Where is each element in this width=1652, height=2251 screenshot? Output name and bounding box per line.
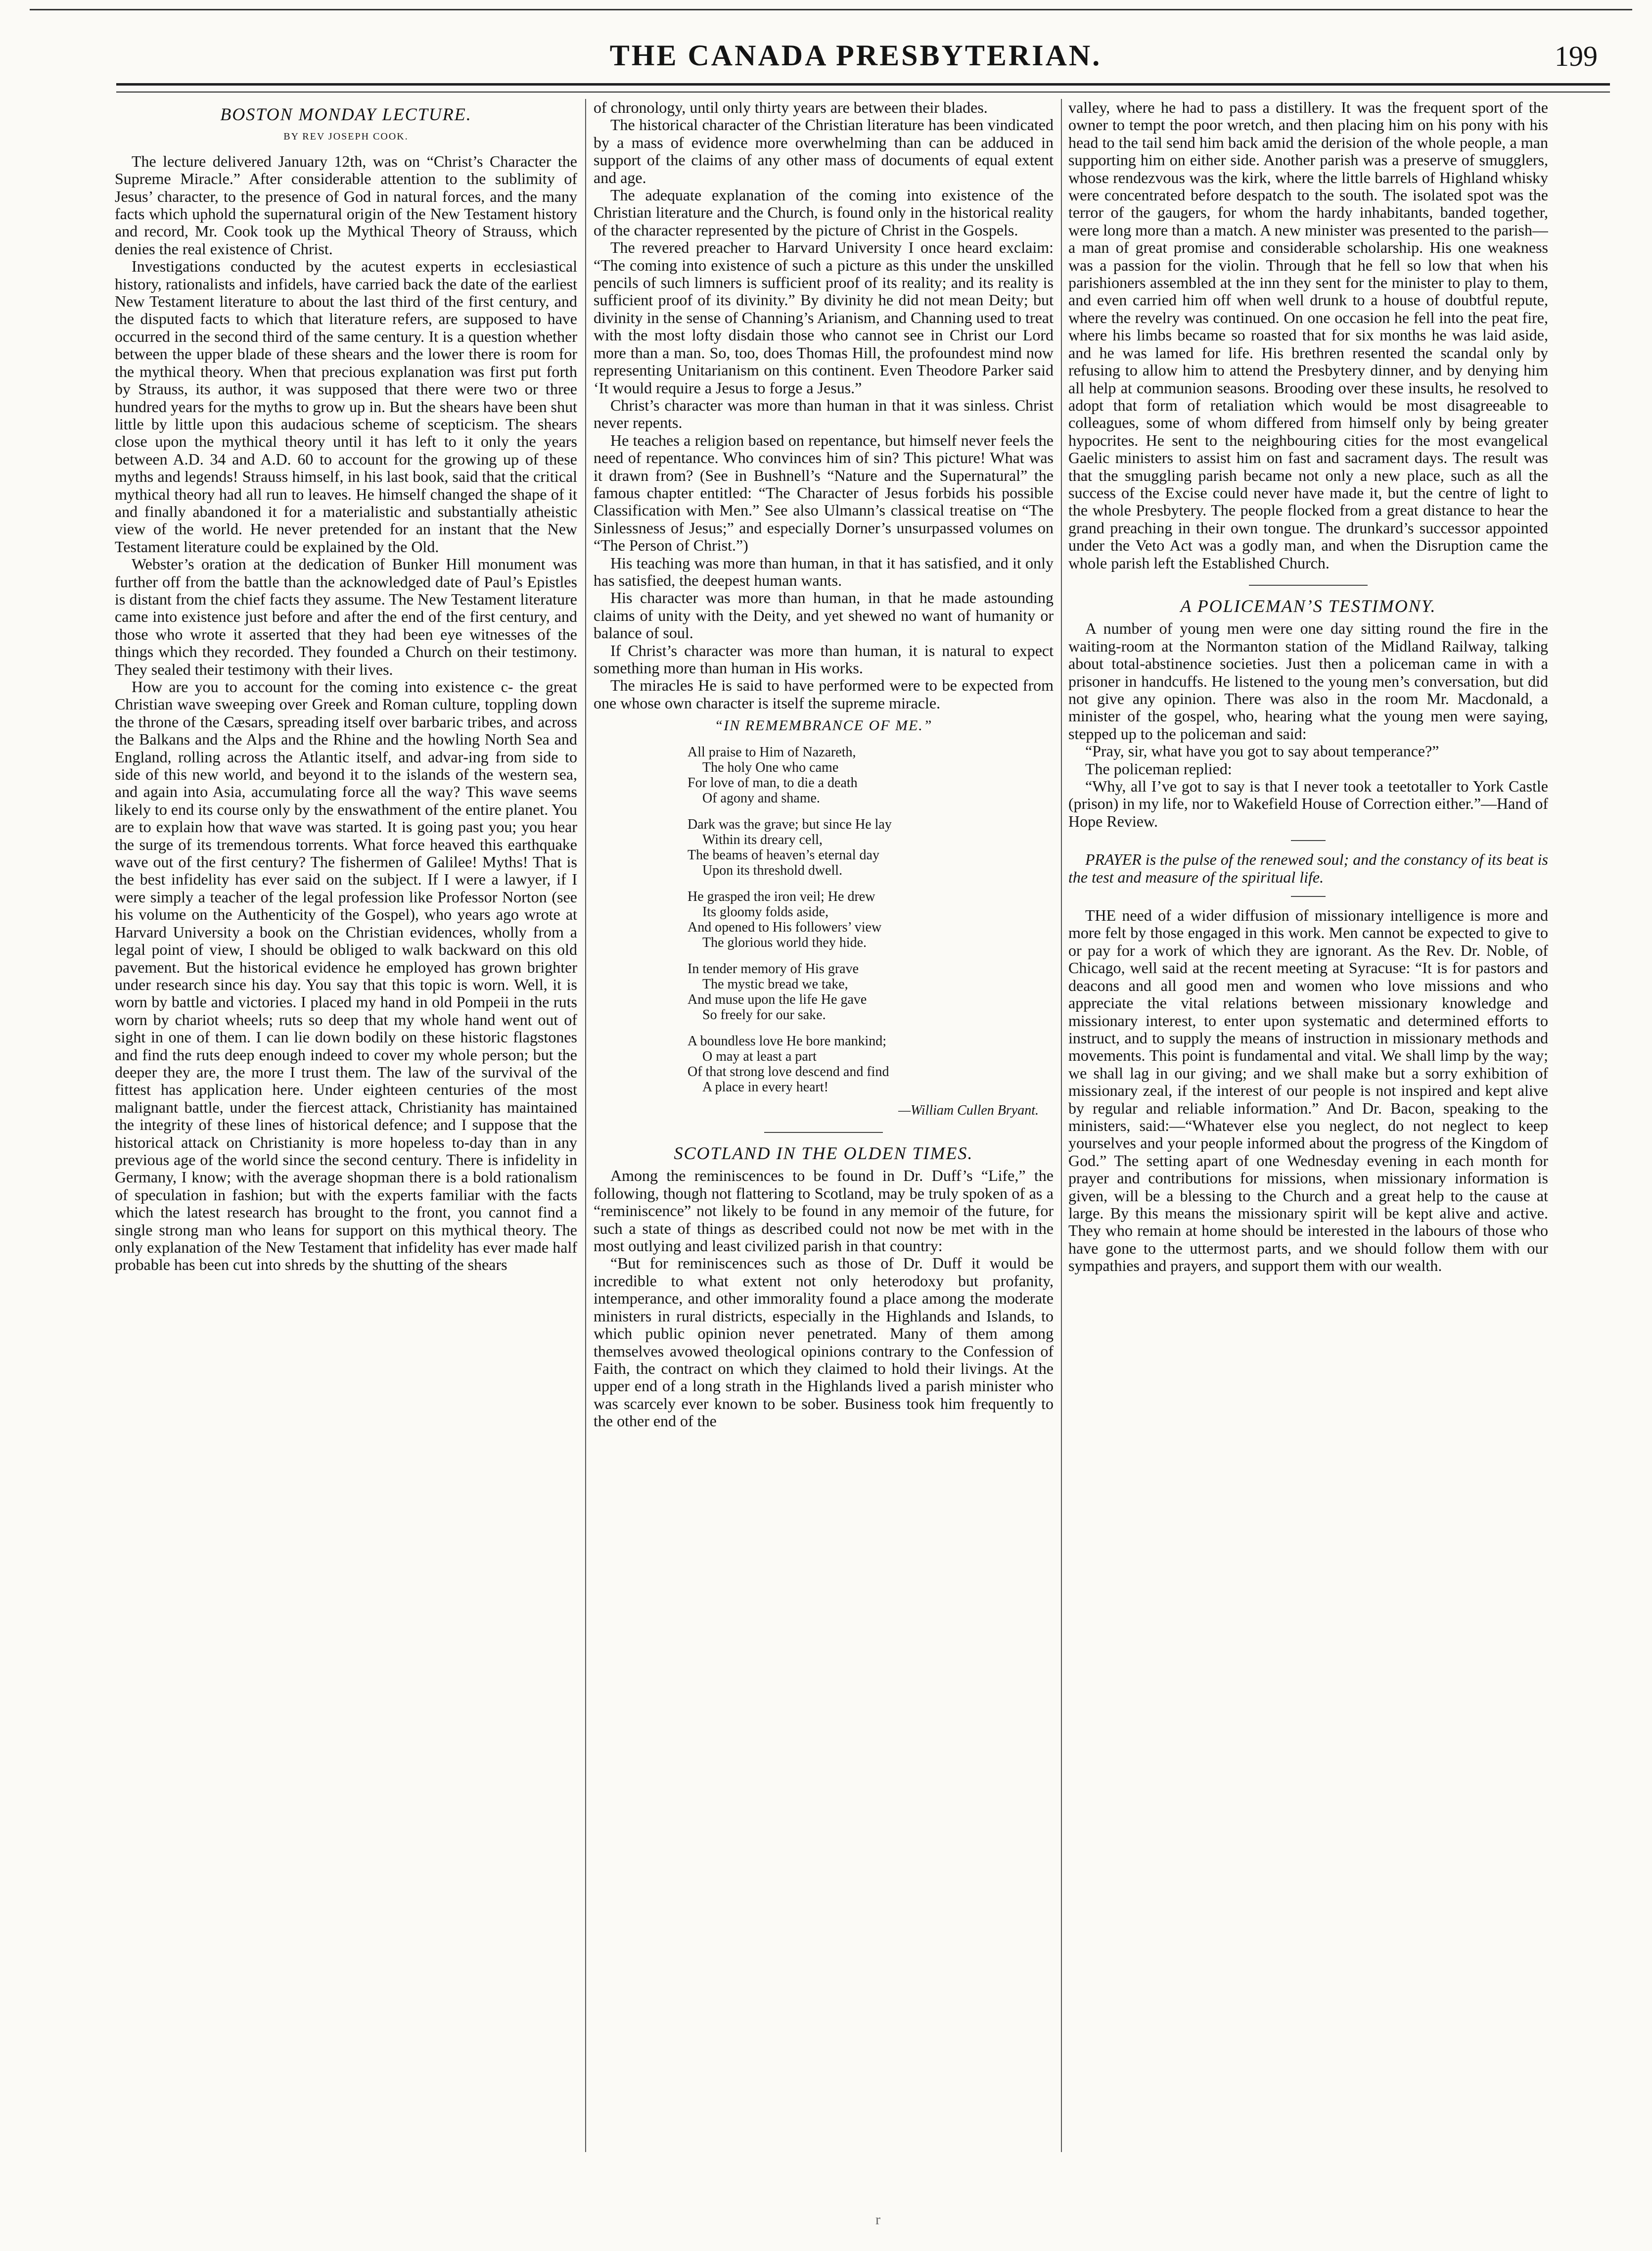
paragraph: If Christ’s character was more than human, it is natural to expect something more than human in His works. — [594, 641, 1054, 677]
poem-line: Dark was the grave; but since He lay — [688, 816, 892, 832]
poem-line: In tender memory of His grave — [688, 961, 859, 977]
paragraph: Christ’s character was more than human in that it was sinless. Christ never repents. — [594, 396, 1054, 432]
poem-line: Upon its threshold dwell. — [702, 862, 843, 878]
poem-line: A boundless love He bore mankind; — [688, 1033, 887, 1049]
column-2 — [594, 99, 1054, 2177]
paragraph: How are you to account for the coming into existence c‑ the great Christian wave sweeping over Greek and Roman culture, toppling down the throne of the Cæsars, spreading itself over barbaric tribes, and across the Balkans and the Alps and the Rhine and the howling North Sea and England, rolling across the Atlantic itself, and advar‑ing from side to side of this new world, and beyond it to the islands of the western sea, and again into Asia, accumulating force all the way? This wave seems likely to end its course only by the enswathment of the entire planet. You are to explain how that wave was started. It is going past you; you hear the surge of its tremendous torrents. What force heaved this earthquake wave out of the first century? The fishermen of Galilee! Myths! That is the best infidelity has ever said on the subject. If I were a lawyer, if I were simply a teacher of the legal profession like Professor Norton (see his volume on the Authenticity of the Gospel), who years ago wrote at Harvard University a book on the Christian evidences, wholly from a legal point of view, I should be obliged to walk backward on this old pavement. But the historical evidence he employed has grown brighter under research since his day. You say that this topic is worn. Well, it is worn by battle and victories. I placed my hand in old Pompeii in the ruts worn by chariot wheels; ruts so deep that my whole hand went out of sight in one of them. I can lie down bodily on these historic flagstones and find the ruts deep enough indeed to cover my whole person; but the deeper they are, the more I trust them. The law of the survival of the fittest has application here. Under eighteen centuries of the most malignant battle, under the fiercest attack, Christianity has maintained the integrity of these lines of historical defence; and I suppose that the historical attack on Christianity is more hopeless to-day than in any previous age of the world since the second century. There is infidelity in Germany, I know; with the average shopman there is a bold rationalism of speculation in fashion; but with the experts familiar with the facts which the latest research has brought to the front, you cannot find a single strong man who leans for support on this mythical theory. The only explanation of the New Testament that infidelity has ever made half probable has been cut into shreds by the shutting of the shears — [115, 678, 577, 1274]
poem-line: He grasped the iron veil; He drew — [688, 889, 875, 904]
poem-line: All praise to Him of Nazareth, — [688, 744, 856, 760]
column-1 — [115, 99, 577, 2177]
masthead — [114, 25, 1598, 84]
paragraph: The policeman replied: — [1085, 759, 1232, 778]
column-3 — [1068, 99, 1548, 2177]
top-rule — [30, 9, 1632, 10]
poem-attribution: —William Cullen Bryant. — [898, 1102, 1039, 1118]
poem-line: Within its dreary cell, — [702, 832, 823, 847]
poem-line: Its gloomy folds aside, — [702, 904, 829, 920]
article-title: BOSTON MONDAY LECTURE. — [220, 104, 472, 124]
item-divider — [1291, 840, 1326, 841]
poem-line: The mystic bread we take, — [702, 976, 848, 992]
footer-mark: r — [875, 2211, 880, 2228]
paragraph: The historical character of the Christian literature has been vindicated by a mass of evidence more overwhelming than can be adduced in support of the claims of any other mass of documents of equal extent and age. — [594, 116, 1054, 187]
paragraph: He teaches a religion based on repentance, but himself never feels the need of repentance. Who convinces him of sin? This picture! What was it drawn from? (See in Bushnell’s “Nature and the Supernatural” the famous chapter entitled: “The Character of Jesus forbids his possible Classification with Men.” See also Ulmann’s classical treatise on “The Sinlessness of Jesus;” and especially Dorner’s unsurpassed volumes on “The Person of Christ.”) — [594, 431, 1054, 555]
poem-line: And muse upon the life He gave — [688, 991, 867, 1007]
poem-line: The beams of heaven’s eternal day — [688, 847, 879, 863]
poem-title: “IN REMEMBRANCE OF ME.” — [714, 717, 933, 734]
article-title: SCOTLAND IN THE OLDEN TIMES. — [674, 1143, 973, 1164]
poem-line: A place in every heart! — [702, 1079, 828, 1095]
paragraph: Investigations conducted by the acutest experts in ecclesiastical history, rationalists and infidels, have carried back the date of the earliest New Testament literature to about the last third of the first century, and the disputed facts to which that literature refers, are supposed to have occurred in the second third of the same century. It is a question whether between the upper blade of these shears and the lower there is room for the mythical theory. When that precious explanation was first put forth by Strauss, its author, it was supposed that there were two or three hundred years for the myths to grow up in. But the shears have been shut little by little upon this audacious scheme of scepticism. The shears close upon the mythical theory until it has left to it only the years between A.D. 34 and A.D. 60 to account for the growing up of these myths and legends! Strauss himself, in his last book, said that the critical mythical theory had all run to leaves. He himself changed the shape of it and finally abandoned it for a materialistic and substantially atheistic view of the world. He never pretended for an instant that the New Testament literature could be explained by the Old. — [115, 257, 577, 556]
poem — [688, 745, 1054, 1095]
poem-line: The holy One who came — [702, 759, 839, 775]
item-divider — [1291, 896, 1326, 897]
poem-line: For love of man, to die a death — [688, 775, 858, 791]
paragraph: “Pray, sir, what have you got to say about temperance?” — [1085, 742, 1439, 760]
poem-line: O may at least a part — [702, 1048, 817, 1064]
paragraph: “But for reminiscences such as those of Dr. Duff it would be incredible to what extent not only heterodoxy but profanity, intemperance, and other immorality found a place among the moderate ministers in rural districts, especially in the Highlands and Islands, to which public opinion never penetrated. Many of them among themselves avowed theological opinions contrary to the Confession of Faith, the contract on which they claimed to hold their livings. At the upper end of a long strath in the Highlands lived a parish minister who was scarcely ever known to be sober. Business took him frequently to the other end of the — [594, 1254, 1054, 1430]
poem-line: The glorious world they hide. — [702, 935, 867, 950]
paragraph: of chronology, until only thirty years are between their blades. — [594, 99, 988, 116]
article-title: A POLICEMAN’S TESTIMONY. — [1180, 596, 1436, 616]
paragraph: Among the reminiscences to be found in Dr. Duff’s “Life,” the following, though not flattering to Scotland, may be truly spoken of as a “reminiscence” not likely to be found in any memoir of the future, for such a state of things as described could not now be met with in the most outlying and least civilized parish in that country: — [594, 1167, 1054, 1255]
poem-line: Of that strong love descend and find — [688, 1064, 889, 1079]
column-divider — [1061, 99, 1062, 2152]
paragraph: The lecture delivered January 12th, was on “Christ’s Character the Supreme Miracle.” After considerable attention to the sublimity of Jesus’ character, to the presence of God in natural forces, and the many facts which uphold the supernatural origin of the New Testament history and record, Mr. Cook took up the Mythical Theory of Strauss, which denies the real existence of Christ. — [115, 152, 577, 258]
newspaper-title: THE CANADA PRESBYTERIAN. — [609, 39, 1102, 72]
poem-stanza — [688, 745, 1054, 806]
poem-stanza — [688, 1033, 1054, 1095]
poem-stanza — [688, 817, 1054, 878]
byline: BY REV JOSEPH COOK. — [283, 131, 409, 142]
masthead-rule — [116, 83, 1610, 93]
paragraph: The revered preacher to Harvard University I once heard exclaim: “The coming into existence of such a picture as this under the unskilled pencils of such limners is sufficient proof of its reality; and its reality is sufficient proof of its divinity.” By divinity he did not mean Deity; but divinity in the sense of Channing’s Arianism, and Channing used to treat with the most lofty disdain those who cannot see in Christ our Lord more than a man. So, too, does Thomas Hill, the profoundest mind now representing Unitarianism on this continent. Even Theodore Parker said ‘It would require a Jesus to forge a Jesus.” — [594, 238, 1054, 397]
paragraph: The miracles He is said to have performed were to be expected from one whose own character is itself the supreme miracle. — [594, 676, 1054, 712]
page-number: 199 — [1555, 40, 1598, 72]
paragraph: valley, where he had to pass a distillery. It was the frequent sport of the owner to tempt the poor wretch, and then placing him on his pony with his head to the tail send him back amid the derision of the whole people, a man supporting him on either side. Another parish was a preserve of smugglers, whose rendezvous was the kirk, where the little barrels of Highland whisky were concentrated before despatch to the south. The isolated spot was the terror of the gaugers, for whom the hardy inhabitants, banded together, were long more than a match. A new minister was presented to the parish—a man of great promise and considerable scholarship. His one weakness was a passion for the violin. Through that he fell so low that when his parishioners assembled at the inn they sent for the minister to play to them, and even carried him off when well drunk to a house of doubtful repute, where the revelry was continued. On one occasion he fell into the peat fire, where his limbs became so roasted that for six months he was laid aside, and he was lamed for life. His brethren resented the scandal only by refusing to allow him to attend the Presbytery dinner, and by denying him all help at communion seasons. Brooding over these insults, he resolved to adopt that form of retaliation which would be most disagreeable to colleagues, some of whom differed from himself only by being greater hypocrites. He sent to the neighbouring cities for the most evangelical Gaelic ministers to assist him on fast and sacrament days. The result was that the smuggling parish became not only a new place, such as all the success of the Excise could never have made it, but the centre of light to the whole Presbytery. The people flocked from a great distance to hear the grand preaching in their own tongue. The drunkard’s successor appointed under the Veto Act was a godly man, and when the Disruption came the whole parish left the Established Church. — [1068, 99, 1548, 572]
missions-item: THE need of a wider diffusion of missionary intelligence is more and more felt by those engaged in this work. Men cannot be expected to give to or pay for a work of which they are ignorant. As the Rev. Dr. Noble, of Chicago, well said at the recent meeting at Syracuse: “It is for pastors and deacons and all good men and women who love missions and who appreciate the vital relations between missionary knowledge and missionary interest, to enter upon systematic and determined efforts to instruct, and to supply the means of instruction in missionary methods and movements. This point is fundamental and vital. We shall limp by the way; we shall lag in our giving; and we shall make but a sorry exhibition of missionary zeal, if the interest of our people is not inspired and kept alive by regular and reliable information.” And Dr. Bacon, speaking to the ministers, said:—“Whatever else you neglect, do not neglect to keep yourselves and your people informed about the progress of the Kingdom of God.” The setting apart of one Wednesday evening in each month for prayer and contributions for missions, when missionary information is given, will be a blessing to the Church and a great help to the cause at large. By this means the missionary spirit will be kept alive and active. They who remain at home should be interested in the labours of those who have gone to the uttermost parts, and we should follow them with our sympathies and prayers, and support them with our wealth. — [1068, 906, 1548, 1275]
paragraph: Webster’s oration at the dedication of Bunker Hill monument was further off from the battle than the acknowledged date of Paul’s Epistles is distant from the chief facts they assume. The New Testament literature came into existence just before and after the end of the first century, and those who wrote it asserted that they had been eye witnesses of the things which they recorded. They founded a Church on their testimony. They sealed their testimony with their lives. — [115, 555, 577, 678]
paragraph: The adequate explanation of the coming into existence of the Christian literature and the Church, is found only in the historical reality of the character represented by the picture of Christ in the Gospels. — [594, 186, 1054, 239]
poem-line: Of agony and shame. — [702, 790, 820, 806]
poem-line: And opened to His followers’ view — [688, 919, 882, 935]
prayer-item: PRAYER is the pulse of the renewed soul; and the constancy of its beat is the test and measure of the spiritual life. — [1068, 850, 1548, 886]
section-divider — [764, 1132, 883, 1133]
poem-stanza — [688, 889, 1054, 950]
section-divider — [1249, 585, 1368, 586]
paragraph: His character was more than human, in that he made astounding claims of unity with the Deity, and yet shewed no want of humanity or balance of soul. — [594, 589, 1054, 642]
paragraph: A number of young men were one day sitting round the fire in the waiting-room at the Normanton station of the Midland Railway, talking about total-abstinence societies. Just then a policeman came in with a prisoner in handcuffs. He listened to the young men’s conversation, but did not give any opinion. There was also in the room Mr. Macdonald, a minister of the gospel, who, hearing what the young men were saying, stepped up to the policeman and said: — [1068, 619, 1548, 743]
paragraph: “Why, all I’ve got to say is that I never took a teetotaller to York Castle (prison) in my life, nor to Wakefield House of Correction either.”—Hand of Hope Review. — [1068, 777, 1548, 830]
poem-line: So freely for our sake. — [702, 1007, 826, 1023]
poem-stanza — [688, 961, 1054, 1023]
column-divider — [585, 99, 586, 2152]
paragraph: His teaching was more than human, in that it has satisfied, and it only has satisfied, the deepest human wants. — [594, 554, 1054, 589]
